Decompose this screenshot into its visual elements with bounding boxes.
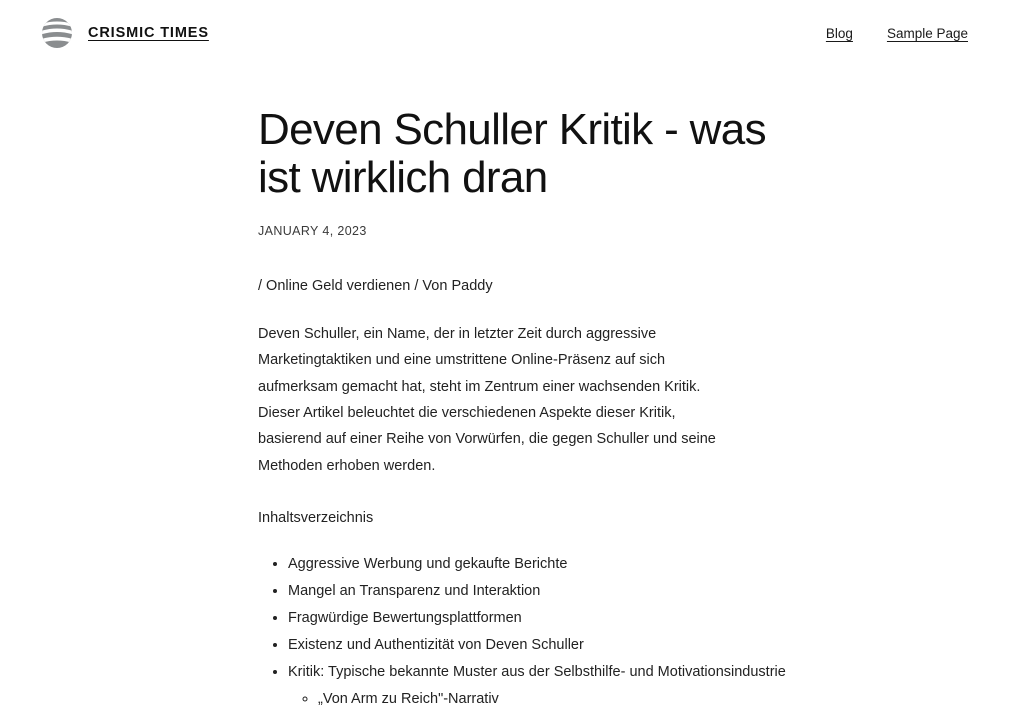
list-item[interactable] bbox=[288, 662, 984, 710]
article-content bbox=[0, 66, 1024, 710]
list-item[interactable] bbox=[288, 635, 984, 656]
toc-item-label[interactable]: Kritik: Typische bekannte Muster aus der Selbsthilfe- und Motivationsindustrie bbox=[288, 663, 786, 680]
toc-item-label[interactable]: Fragwürdige Bewertungsplattformen bbox=[288, 609, 522, 626]
toc-list bbox=[258, 554, 984, 710]
toc-item-label[interactable]: Existenz und Authentizität von Deven Schuller bbox=[288, 636, 584, 653]
toc-heading: Inhaltsverzeichnis bbox=[258, 510, 374, 527]
toc-item-label[interactable]: Aggressive Werbung und gekaufte Berichte bbox=[288, 555, 568, 572]
page-title: Deven Schuller Kritik - was ist wirklich dran bbox=[258, 105, 766, 202]
list-item[interactable] bbox=[288, 581, 984, 602]
main-navigation bbox=[826, 26, 968, 41]
entry-date: JANUARY 4, 2023 bbox=[258, 223, 367, 238]
site-title[interactable]: CRISMIC TIMES bbox=[88, 25, 209, 41]
list-item[interactable] bbox=[288, 608, 984, 629]
toc-sublist bbox=[288, 689, 984, 710]
list-item[interactable] bbox=[288, 554, 984, 575]
site-branding[interactable] bbox=[40, 16, 209, 50]
list-item[interactable] bbox=[318, 689, 984, 710]
nav-item-blog[interactable]: Blog bbox=[825, 25, 853, 41]
entry-intro-paragraph: Deven Schuller, ein Name, der in letzter Zeit durch aggressive Marketingtaktiken und eine umstrittene Online-Präsenz auf sich aufmerksam gemacht hat, steht im Zentrum einer wachsenden Kritik. Dieser Artikel beleuchtet die verschiedenen Aspekte dieser Kritik, basierend auf einer Reihe von Vorwürfen, die gegen Schuller und seine Methoden erhoben werden. bbox=[258, 325, 716, 474]
entry-meta: / Online Geld verdienen / Von Paddy bbox=[258, 277, 493, 294]
striped-circle-logo-icon bbox=[40, 16, 74, 50]
nav-item-sample-page[interactable]: Sample Page bbox=[886, 25, 968, 41]
toc-item-label[interactable]: Mangel an Transparenz und Interaktion bbox=[288, 582, 541, 599]
site-header bbox=[0, 0, 1024, 66]
toc-subitem-label[interactable]: „Von Arm zu Reich"-Narrativ bbox=[318, 690, 499, 707]
